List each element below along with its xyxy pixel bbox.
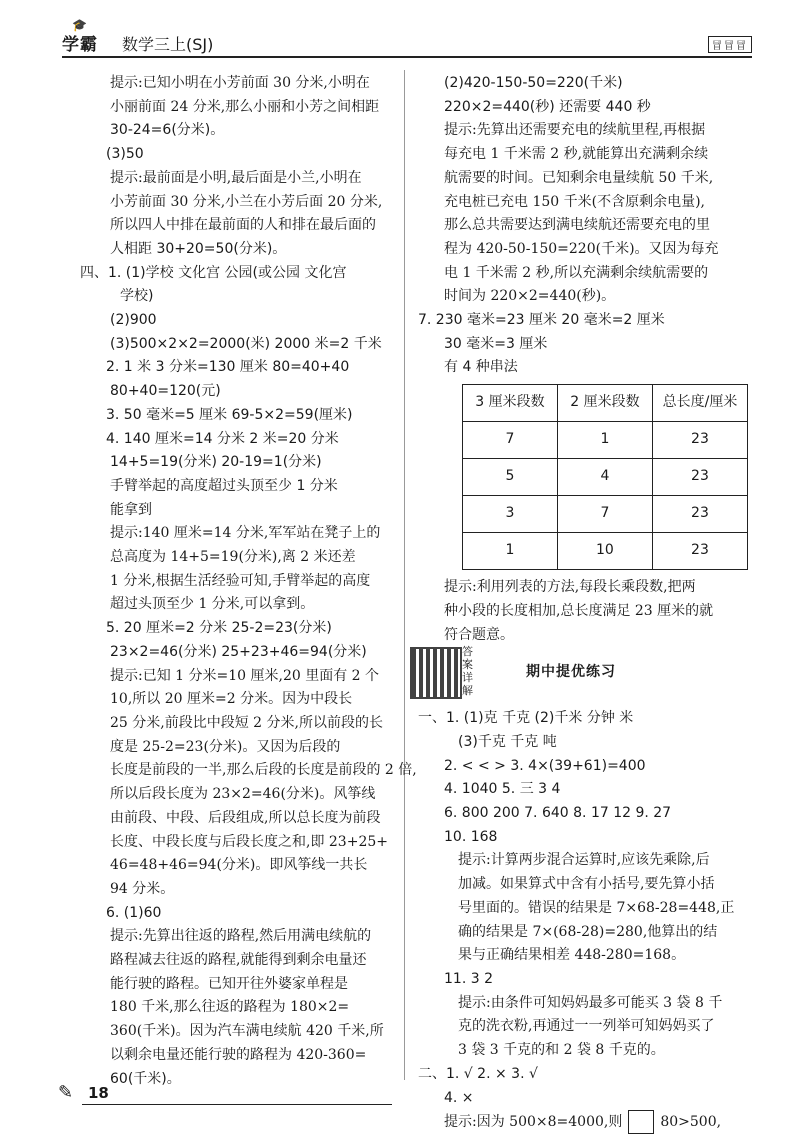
answer-line: 小芳前面 30 分米,小兰在小芳后面 20 分米, [110, 193, 383, 210]
answer-line: 4. × [444, 1089, 474, 1106]
header-divider [62, 56, 752, 58]
answer-line: 提示:由条件可知妈妈最多可能买 3 袋 8 千 [458, 994, 723, 1011]
header-tag: 冒冒冒 [708, 36, 752, 53]
table-cell: 23 [652, 533, 747, 570]
answer-line: 60(千米)。 [110, 1070, 181, 1087]
answer-line: 那么总共需要达到满电续航还需要充电的里 [444, 217, 710, 234]
brand-logo: 学霸 [62, 35, 98, 55]
answer-line: 所以后段长度为 23×2=46(分米)。风筝线 [110, 786, 376, 803]
answer-line: 360(千米)。因为汽车满电续航 420 千米,所 [110, 1023, 384, 1040]
answer-line: (2)420-150-50=220(千米) [444, 75, 623, 91]
answer-line: 学校) [120, 288, 154, 305]
answer-line: 路程减去往返的路程,就能得到剩余电量还 [110, 952, 367, 969]
blank-box [628, 1110, 654, 1134]
answer-line: 符合题意。 [444, 626, 514, 643]
table-cell: 4 [557, 459, 652, 496]
table-cell: 23 [652, 496, 747, 533]
answer-line: (3)500×2×2=2000(米) 2000 米=2 千米 [110, 335, 382, 352]
answer-line: 30-24=6(分米)。 [110, 122, 225, 139]
column-divider [404, 70, 405, 1080]
answer-line: 30 毫米=3 厘米 [444, 335, 548, 352]
section-title: 期中提优练习 [526, 664, 616, 681]
last-hint-a: 提示:因为 500×8=4000,则 [444, 1114, 623, 1131]
answer-line: 一、1. (1)克 千克 (2)千米 分钟 米 [418, 710, 634, 727]
answer-line: 每充电 1 千米需 2 秒,就能算出充满剩余续 [444, 146, 709, 163]
table-cell: 23 [652, 459, 747, 496]
answer-line: 10,所以 20 厘米=2 分米。因为中段长 [110, 691, 353, 708]
answer-line: (3)千克 千克 吨 [458, 733, 557, 750]
answer-line: 2. < < > 3. 4×(39+61)=400 [444, 757, 646, 774]
table-cell: 7 [557, 496, 652, 533]
table-row [463, 422, 748, 459]
table-cell: 10 [557, 533, 652, 570]
answer-line: 7. 230 毫米=23 厘米 20 毫米=2 厘米 [418, 312, 665, 329]
answer-line: 长度、中段长度与后段长度之和,即 23+25+ [110, 833, 388, 850]
table-header: 2 厘米段数 [557, 385, 652, 422]
answer-line: 6. (1)60 [106, 904, 162, 921]
answer-line: 4. 140 厘米=14 分米 2 米=20 分米 [106, 430, 339, 447]
right-column [418, 72, 748, 1135]
answer-line: 94 分米。 [110, 880, 175, 897]
answer-line: 80+40=120(元) [110, 383, 221, 400]
answer-line: 提示:已知小明在小芳前面 30 分米,小明在 [110, 75, 370, 91]
answer-line: 时间为 220×2=440(秒)。 [444, 288, 616, 305]
table-header: 总长度/厘米 [652, 385, 747, 422]
table-cell: 23 [652, 422, 747, 459]
answer-line: 充电桩已充电 150 千米(不含原剩余电量), [444, 193, 705, 210]
answer-line: 提示:计算两步混合运算时,应该先乘除,后 [458, 852, 710, 869]
answer-line: 23×2=46(分米) 25+23+46=94(分米) [110, 643, 367, 660]
table-header: 3 厘米段数 [463, 385, 558, 422]
answer-line: 四、1. (1)学校 文化宫 公园(或公园 文化宫 [80, 264, 347, 281]
answer-line: 航需要的时间。已知剩余电量续航 50 千米, [444, 169, 714, 186]
page-footer [58, 1082, 398, 1108]
answer-line: 长度是前段的一半,那么后段的长度是前段的 2 倍, [110, 762, 417, 779]
answer-line: 10. 168 [444, 828, 498, 845]
table-cell: 1 [557, 422, 652, 459]
answer-line: 加减。如果算式中含有小括号,要先算小括 [458, 876, 715, 893]
answer-line: 超过头顶至少 1 分米,可以拿到。 [110, 596, 315, 613]
answer-line [418, 1110, 748, 1135]
subject-title: 数学三上(SJ) [122, 35, 214, 54]
qr-label: 答案详解 [462, 645, 473, 698]
answer-line: 手臂举起的高度超过头顶至少 1 分米 [110, 477, 338, 494]
answer-line: 提示:140 厘米=14 分米,军军站在凳子上的 [110, 525, 381, 542]
answer-line: 能行驶的路程。已知开往外婆家单程是 [110, 975, 348, 992]
answer-line: 程为 420-50-150=220(千米)。又因为每充 [444, 240, 719, 257]
answer-line: 有 4 种串法 [444, 359, 518, 376]
qr-code-icon [410, 647, 462, 699]
last-hint-b: 80>500, [660, 1114, 722, 1131]
answer-line: 提示:已知 1 分米=10 厘米,20 里面有 2 个 [110, 667, 380, 684]
answer-line: 以剩余电量还能行驶的路程为 420-360= [110, 1046, 367, 1063]
answer-line: 11. 3 2 [444, 970, 493, 987]
right-top-lines [418, 72, 748, 380]
answer-line: (2)900 [110, 312, 157, 329]
answer-line: (3)50 [106, 146, 144, 163]
answer-line: 号里面的。错误的结果是 7×68-28=448,正 [458, 899, 735, 916]
table-cell: 7 [463, 422, 558, 459]
answer-line: 3 袋 3 千克的和 2 袋 8 千克的。 [458, 1042, 665, 1059]
answer-line: 克的洗衣粉,再通过一一列举可知妈妈买了 [458, 1018, 715, 1035]
answer-line: 人相距 30+20=50(分米)。 [110, 240, 287, 257]
table-header-row [463, 385, 748, 422]
answer-line: 能拿到 [110, 501, 152, 518]
table-cell: 5 [463, 459, 558, 496]
answer-line: 25 分米,前段比中段短 2 分米,所以前段的长 [110, 714, 383, 731]
pencil-icon: ✎ [58, 1082, 74, 1103]
answer-line: 提示:利用列表的方法,每段长乘段数,把两 [444, 579, 696, 596]
right-mid-lines [418, 576, 748, 647]
answer-line: 所以四人中排在最前面的人和排在最后面的 [110, 217, 376, 234]
answer-line: 1 分米,根据生活经验可知,手臂举起的高度 [110, 572, 371, 589]
answer-line: 电 1 千米需 2 秒,所以充满剩余续航需要的 [444, 264, 709, 281]
answer-line: 确的结果是 7×(68-28)=280,他算出的结 [458, 923, 718, 940]
answer-line: 度是 25-2=23(分米)。又因为后段的 [110, 738, 341, 755]
answer-line: 果与正确结果相差 448-280=168。 [458, 947, 686, 964]
left-column [80, 72, 417, 1091]
answer-line: 提示:先算出还需要充电的续航里程,再根据 [444, 122, 706, 139]
answer-line: 小丽前面 24 分米,那么小丽和小芳之间相距 [110, 98, 380, 115]
answer-line: 2. 1 米 3 分米=130 厘米 80=40+40 [106, 359, 350, 376]
table-row [463, 459, 748, 496]
answer-line: 提示:最前面是小明,最后面是小兰,小明在 [110, 169, 362, 186]
qr-section [418, 647, 748, 707]
answer-line: 3. 50 毫米=5 厘米 69-5×2=59(厘米) [106, 406, 353, 423]
answer-line: 220×2=440(秒) 还需要 440 秒 [444, 98, 651, 115]
footer-line [82, 1104, 392, 1105]
page-header [62, 18, 752, 60]
answer-line: 总高度为 14+5=19(分米),离 2 米还差 [110, 549, 356, 566]
answer-line: 6. 800 200 7. 640 8. 17 12 9. 27 [444, 805, 672, 822]
table-row [463, 533, 748, 570]
answer-line: 4. 1040 5. 三 3 4 [444, 781, 561, 798]
answer-line: 5. 20 厘米=2 分米 25-2=23(分米) [106, 620, 332, 637]
table-cell: 3 [463, 496, 558, 533]
table-cell: 1 [463, 533, 558, 570]
answer-line: 14+5=19(分米) 20-19=1(分米) [110, 454, 322, 471]
right-bottom-lines [418, 707, 748, 1110]
answer-line: 由前段、中段、后段组成,所以总长度为前段 [110, 809, 381, 826]
answer-line: 46=48+46=94(分米)。即风筝线一共长 [110, 857, 368, 874]
answer-line: 二、1. √ 2. × 3. √ [418, 1065, 538, 1082]
combination-table [462, 384, 748, 570]
page-number: 18 [88, 1084, 109, 1102]
answer-line: 种小段的长度相加,总长度满足 23 厘米的就 [444, 602, 714, 619]
answer-line: 180 千米,那么往返的路程为 180×2= [110, 999, 350, 1016]
graduation-cap-icon: 🎓 [72, 18, 87, 32]
table-row [463, 496, 748, 533]
answer-line: 提示:先算出往返的路程,然后用满电续航的 [110, 928, 372, 945]
